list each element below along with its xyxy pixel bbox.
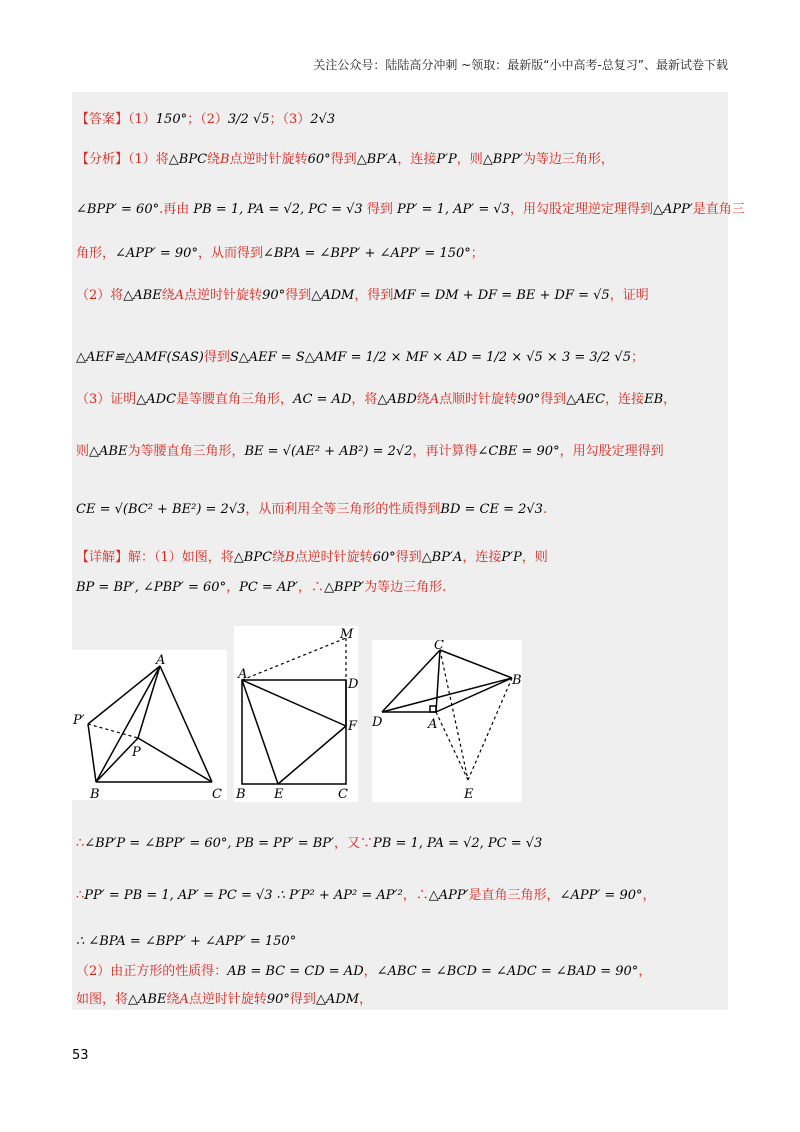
fig3-label-e: E [464,787,474,802]
analysis-line-4: （2）将△ABE绕A点逆时针旋转90°得到△ADM，得到MF = DM + DF = BE + DF = √5，证明 [76,288,649,303]
fig3-label-c: C [434,640,444,653]
page-number: 53 [72,1048,89,1063]
fig1-label-p: P [132,745,141,760]
detail-line-5: ∴ ∠BPA = ∠BPP′ + ∠APP′ = 150° [76,934,297,949]
analysis-line-7: 则△ABE为等腰直角三角形，BE = √(AE² + AB²) = 2√2，再计算得∠CBE = 90°，用勾股定理得到 [76,444,664,459]
fig2-label-b: B [236,787,246,802]
page-header: 关注公众号：陆陆高分冲刺 ~领取：最新版“小中高考-总复习”、最新试卷下载 [313,58,728,72]
fig2-label-m: M [340,627,354,642]
fig1-label-c: C [212,787,222,800]
detail-line-1: 【详解】解：（1）如图，将△BPC绕B点逆时针旋转60°得到△BP′A，连接P′P，则 [76,550,548,565]
fig3-label-a: A [428,717,438,732]
detail-line-6: （2）由正方形的性质得：AB = BC = CD = AD，∠ABC = ∠BCD = ∠ADC = ∠BAD = 90°， [76,964,652,979]
fig3-label-b: B [512,673,522,688]
figures-row [72,626,532,806]
answer-line: 【答案】（1）150°；（2）3/2 √5；（3）2√3 [76,112,336,127]
fig1-label-p1: P′ [73,713,85,728]
fig1-label-b: B [90,787,100,800]
analysis-line-1: 【分析】（1）将△BPC绕B点逆时针旋转60°得到△BP′A，连接P′P，则△BPP′为等边三角形， [76,152,614,167]
detail-line-3: ∴∠BP′P = ∠BPP′ = 60°, PB = PP′ = BP′，又∵PB = 1, PA = √2, PC = √3 [76,836,543,851]
detail-line-7: 如图，将△ABE绕A点逆时针旋转90°得到△ADM， [76,992,373,1007]
analysis-line-2: ∠BPP′ = 60°.再由 PB = 1, PA = √2, PC = √3 得到 PP′ = 1, AP′ = √3，用勾股定理逆定理得到△APP′是直角三 [76,202,745,217]
fig2-label-e: E [274,787,284,802]
detail-line-2: BP = BP′, ∠PBP′ = 60°，PC = AP′，∴△BPP′为等边三角形. [76,580,447,595]
figure-3 [372,640,522,802]
fig2-label-f: F [348,719,358,734]
figure-1 [72,650,227,800]
fig1-label-a: A [156,653,166,668]
analysis-line-6: （3）证明△ADC是等腰直角三角形，AC = AD，将△ABD绕A点顺时针旋转90°得到△AEC，连接EB， [76,392,677,407]
detail-line-4: ∴PP′ = PB = 1, AP′ = PC = √3 ∴ P′P² + AP² = AP′²，∴△APP′是直角三角形，∠APP′ = 90°， [76,888,656,903]
analysis-line-3: 角形，∠APP′ = 90°，从而得到∠BPA = ∠BPP′ + ∠APP′ = 150°； [76,246,484,261]
fig2-label-d: D [348,677,358,692]
analysis-line-5: △AEF≌△AMF(SAS)得到S△AEF = S△AMF = 1/2 × MF × AD = 1/2 × √5 × 3 = 3/2 √5； [76,350,644,365]
fig2-label-c: C [338,787,348,802]
fig3-label-d: D [372,715,383,730]
analysis-line-8: CE = √(BC² + BE²) = 2√3，从而利用全等三角形的性质得到BD = CE = 2√3. [76,502,548,517]
fig2-label-a: A [238,667,248,682]
figure-2 [234,626,358,802]
